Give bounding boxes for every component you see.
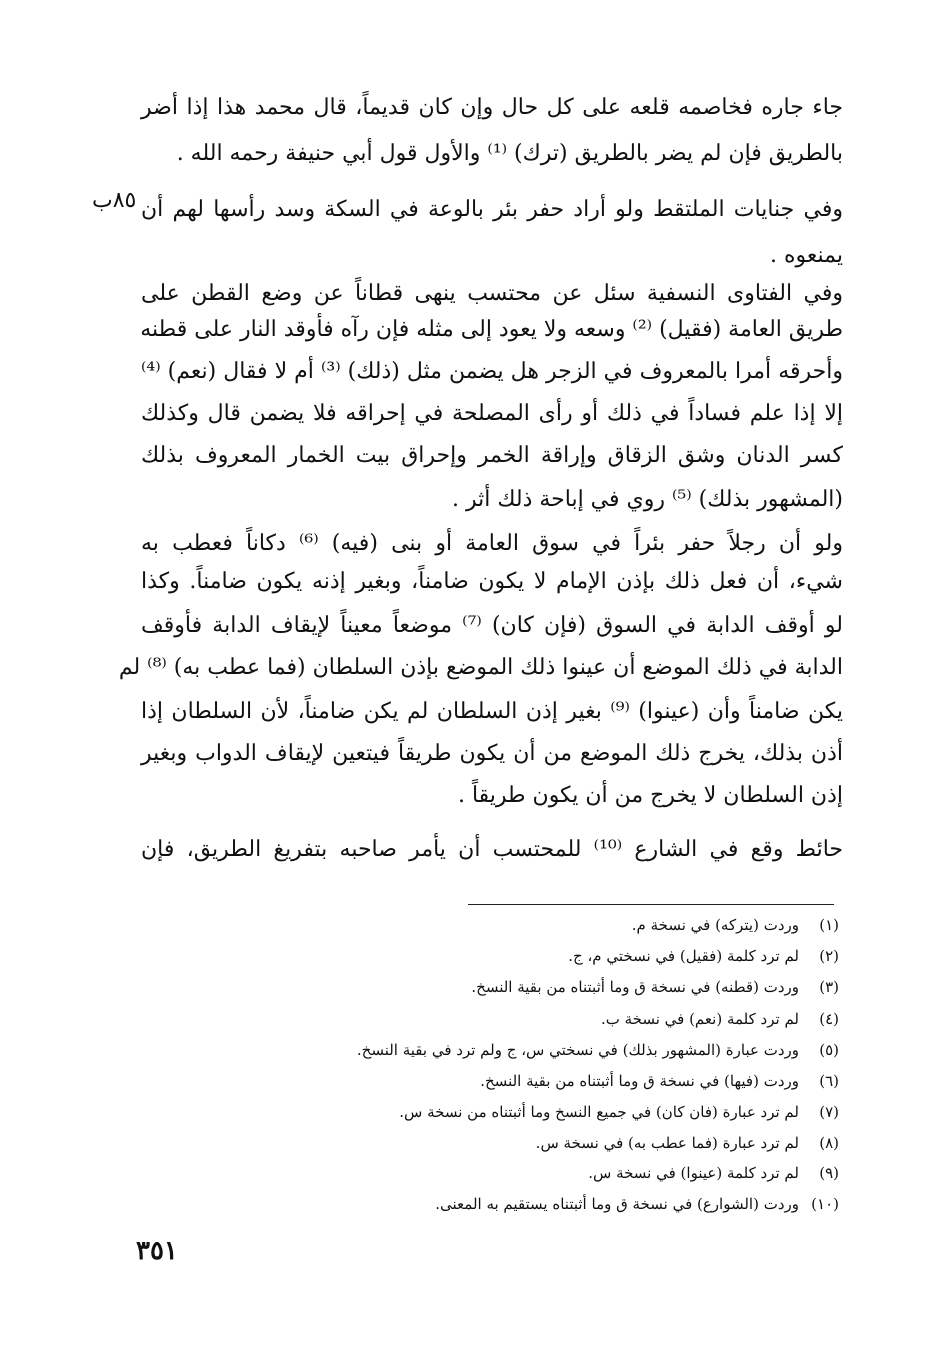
footnote-divider (468, 904, 834, 905)
footnote-text: لم ترد كلمة (عينوا) في نسخة س. (588, 1164, 799, 1182)
footnote-number: (٧) (819, 1103, 839, 1121)
footnote-item (399, 1097, 839, 1127)
text-line: جاء جاره فخاصمه قلعه على كل حال وإن كان قديماً، قال محمد هذا إذا أضر (141, 95, 843, 120)
text-line: إلا إذا علم فساداً في ذلك أو رأى المصلحة في إحراقه فلا يضمن قال وكذلك (141, 401, 843, 426)
footnote-item (588, 1158, 839, 1188)
footnote-item (568, 941, 839, 971)
footnote-item (601, 1004, 839, 1034)
margin-folio-note: ٨٥ب (92, 188, 137, 213)
footnote-number: (٥) (819, 1041, 839, 1059)
footnote-number: (٢) (819, 947, 839, 965)
footnote-text: وردت (يتركه) في نسخة م. (631, 916, 799, 934)
footnote-text: لم ترد عبارة (فان كان) في جميع النسخ وما أثبتناه من نسخة س. (399, 1103, 799, 1121)
text-line: حائط وقع في الشارع ⁽¹⁰⁾ للمحتسب أن يأمر صاحبه بتفريغ الطريق، فإن (141, 837, 843, 862)
text-line: إذن السلطان لا يخرج من أن يكون طريقاً . (457, 783, 843, 808)
footnote-item (480, 1066, 839, 1096)
footnote-item (632, 910, 839, 940)
text-line: وأحرقه أمرا بالمعروف في الزجر هل يضمن مثل (ذلك) ⁽³⁾ أم لا فقال (نعم) ⁽⁴⁾ (141, 359, 843, 384)
text-line: لو أوقف الدابة في السوق (فإن كان) ⁽⁷⁾ موضعاً معيناً لإيقاف الدابة فأوقف (141, 613, 843, 638)
footnote-text: لم ترد كلمة (نعم) في نسخة ب. (600, 1010, 799, 1028)
text-line: ولو أن رجلاً حفر بئراً في سوق العامة أو بنى (فيه) ⁽⁶⁾ دكاناً فعطب به (141, 531, 843, 556)
footnote-text: وردت عبارة (المشهور بذلك) في نسختي س، ج ولم ترد في بقية النسخ. (356, 1041, 799, 1059)
page-number: ٣٥١ (136, 1236, 178, 1266)
footnote-number: (١٠) (811, 1195, 839, 1213)
footnote-item (536, 1128, 839, 1158)
text-line: شيء، أن فعل ذلك بإذن الإمام لا يكون ضامناً، وبغير إذنه يكون ضامناً. وكذا (141, 569, 843, 594)
footnote-text: وردت (قطنه) في نسخة ق وما أثبتناه من بقية النسخ. (471, 978, 799, 996)
footnote-item (357, 1035, 839, 1065)
footnote-number: (٨) (819, 1134, 839, 1152)
text-line: (المشهور بذلك) ⁽⁵⁾ روي في إباحة ذلك أثر . (451, 487, 843, 512)
footnote-number: (١) (819, 916, 839, 934)
text-line: كسر الدنان وشق الزقاق وإراقة الخمر وإحراق بيت الخمار المعروف بذلك (141, 443, 843, 468)
footnote-number: (٦) (819, 1072, 839, 1090)
text-line: طريق العامة (فقيل) ⁽²⁾ وسعه ولا يعود إلى مثله فإن رآه فأوقد النار على قطنه (140, 317, 843, 342)
text-line: وفي جنايات الملتقط ولو أراد حفر بئر بالوعة في السكة وسد رأسها لهم أن (141, 197, 843, 222)
text-line: أذن بذلك، يخرج ذلك الموضع من أن يكون طريقاً فيتعين لإيقاف الدواب وبغير (141, 741, 843, 766)
footnote-text: وردت (الشوارع) في نسخة ق وما أثبتناه يستقيم به المعنى. (435, 1195, 799, 1213)
text-line: بالطريق فإن لم يضر بالطريق (ترك) ⁽¹⁾ والأول قول أبي حنيفة رحمه الله . (176, 141, 843, 166)
footnote-item (471, 972, 839, 1002)
footnote-text: لم ترد عبارة (فما عطب به) في نسخة س. (535, 1134, 799, 1152)
text-line: وفي الفتاوى النسفية سئل عن محتسب ينهى قطاناً عن وضع القطن على (141, 281, 843, 306)
text-line: يكن ضامناً وأن (عينوا) ⁽⁹⁾ بغير إذن السلطان لم يكن ضامناً، لأن السلطان إذا (141, 699, 843, 724)
footnote-text: لم ترد كلمة (فقيل) في نسختي م، ج. (568, 947, 799, 965)
footnote-number: (٤) (819, 1010, 839, 1028)
footnote-item (435, 1189, 839, 1219)
footnote-number: (٩) (819, 1164, 839, 1182)
text-line: يمنعوه . (770, 243, 843, 268)
text-line: الدابة في ذلك الموضع أن عينوا ذلك الموضع بإذن السلطان (فما عطب به) ⁽⁸⁾ لم (118, 655, 843, 680)
footnote-text: وردت (فيها) في نسخة ق وما أثبتناه من بقية النسخ. (480, 1072, 799, 1090)
footnote-number: (٣) (819, 978, 839, 996)
